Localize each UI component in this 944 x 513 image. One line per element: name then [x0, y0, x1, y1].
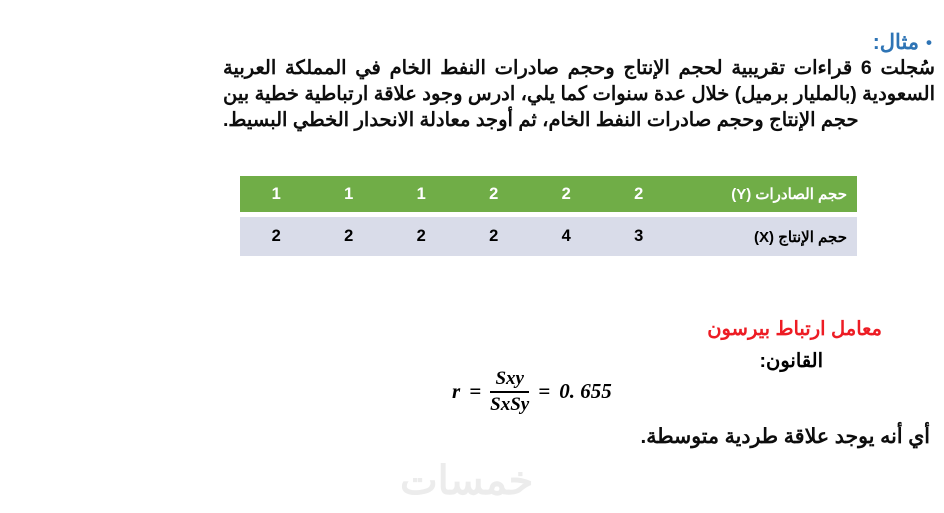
- khamsat-watermark: خمسات: [400, 459, 534, 503]
- production-value-1: 3: [634, 227, 644, 245]
- table-row-production: [240, 217, 857, 256]
- production-value-3: 2: [489, 227, 499, 245]
- data-table: [240, 176, 857, 256]
- formula-equals-sign-2: =: [538, 379, 551, 404]
- bullet-icon: •: [926, 32, 932, 52]
- formula-equals-sign: =: [469, 379, 482, 404]
- exports-value-3: 2: [489, 184, 499, 203]
- production-value-6: 2: [271, 227, 281, 245]
- formula-variable: r: [452, 379, 461, 404]
- exports-value-5: 1: [344, 184, 354, 203]
- problem-statement: سُجلت 6 قراءات تقريبية لحجم الإنتاج وحجم صادرات النفط الخام في المملكة العربية السعودية (بالمليار برميل) خلال عدة سنوات كما يلي، ادرس وجود علاقة ارتباطية خطية بين حجم الإنتاج وحجم صادرات النفط الخام، ثم أوجد معادلة الانحدار الخطي البسيط.: [223, 57, 935, 131]
- exports-value-2: 2: [561, 184, 571, 203]
- law-label: القانون:: [759, 350, 823, 372]
- pearson-section-title: معامل ارتباط بيرسون: [707, 318, 882, 340]
- row-label-production-x: حجم الإنتاج (X): [754, 228, 847, 246]
- exports-value-6: 1: [271, 184, 281, 203]
- row-label-exports-y: حجم الصادرات (Y): [731, 186, 847, 203]
- fraction-numerator: Sxy: [490, 368, 529, 393]
- formula-fraction: [490, 368, 529, 416]
- exports-value-4: 1: [416, 184, 426, 203]
- example-heading-label: مثال:: [872, 31, 920, 54]
- conclusion-text: أي أنه يوجد علاقة طردية متوسطة.: [640, 425, 930, 448]
- table-row-exports: [240, 176, 857, 212]
- production-value-4: 2: [416, 227, 426, 245]
- production-value-5: 2: [344, 227, 354, 245]
- production-value-2: 4: [561, 227, 571, 245]
- pearson-formula: [452, 368, 612, 416]
- exports-value-1: 2: [634, 184, 644, 203]
- example-heading: [873, 30, 932, 55]
- fraction-denominator: SxSy: [490, 393, 530, 415]
- formula-result: 0. 655: [559, 379, 612, 404]
